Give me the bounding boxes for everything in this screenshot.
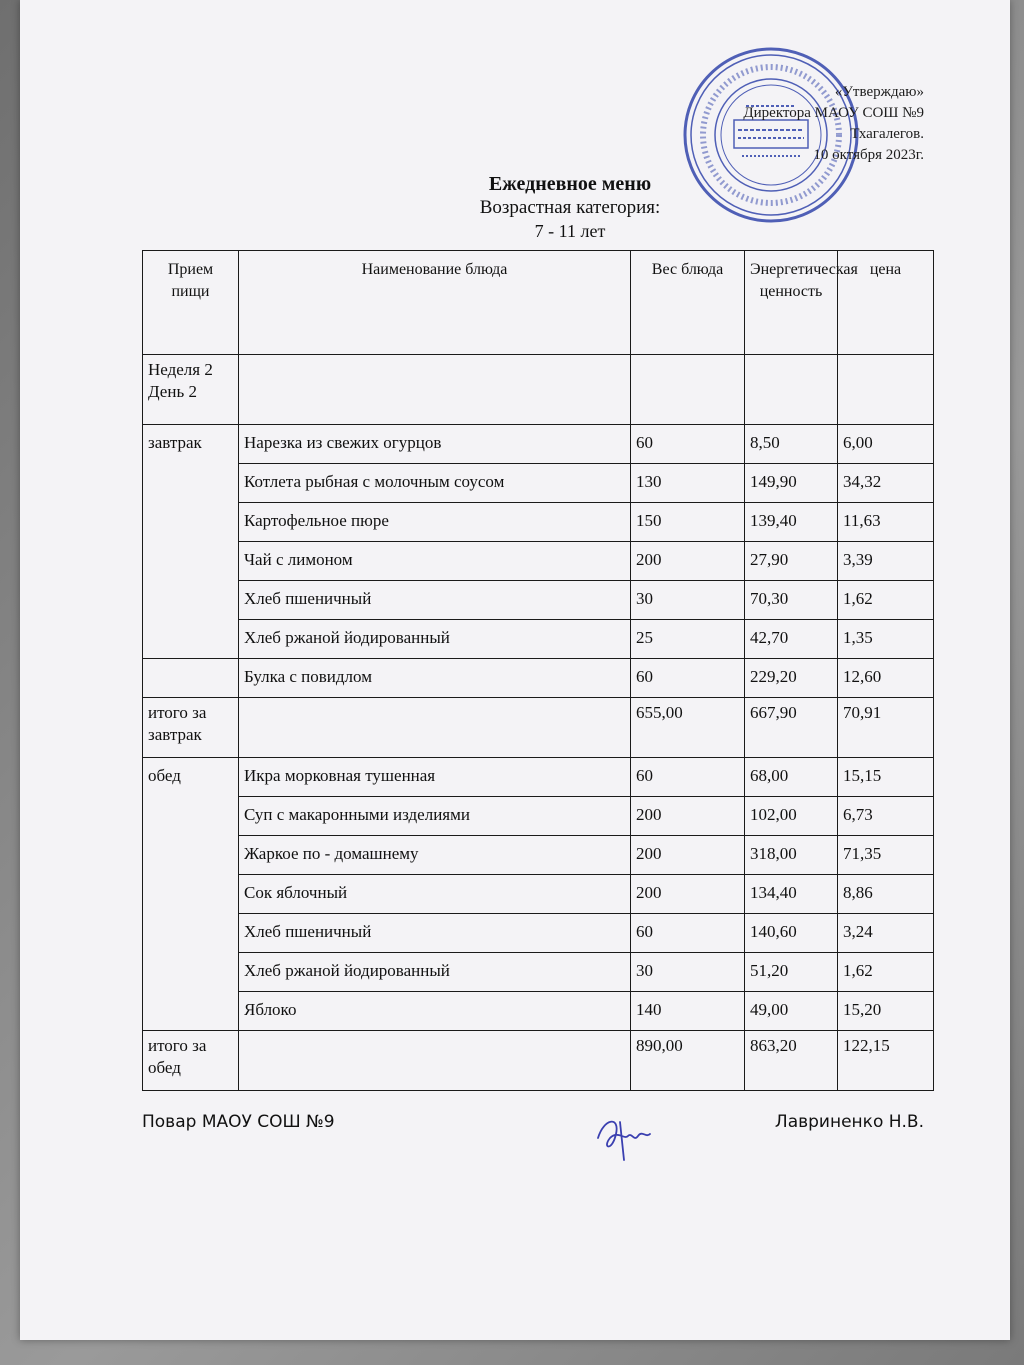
total-label: итого за завтрак bbox=[143, 698, 239, 758]
header-meal: Прием пищи bbox=[143, 251, 239, 355]
week-label: Неделя 2 bbox=[148, 360, 213, 379]
dish-weight: 30 bbox=[631, 953, 745, 992]
dish-price: 1,62 bbox=[838, 581, 934, 620]
header-dish: Наименование блюда bbox=[239, 251, 631, 355]
age-category-label: Возрастная категория: bbox=[479, 197, 661, 218]
week-day-cell bbox=[143, 355, 239, 425]
dish-energy: 134,40 bbox=[745, 875, 838, 914]
table-row bbox=[143, 542, 934, 581]
dish-name: Хлеб ржаной йодированный bbox=[239, 953, 631, 992]
dish-energy: 51,20 bbox=[745, 953, 838, 992]
dish-price: 3,24 bbox=[838, 914, 934, 953]
week-day-row bbox=[143, 355, 934, 425]
approval-position: Директора МАОУ СОШ №9 bbox=[743, 105, 924, 121]
dish-name: Хлеб пшеничный bbox=[239, 914, 631, 953]
dish-energy: 8,50 bbox=[745, 425, 838, 464]
dish-energy: 27,90 bbox=[745, 542, 838, 581]
dish-energy: 140,60 bbox=[745, 914, 838, 953]
dish-weight: 60 bbox=[631, 659, 745, 698]
dish-weight: 140 bbox=[631, 992, 745, 1031]
dish-name: Нарезка из свежих огурцов bbox=[239, 425, 631, 464]
dish-weight: 130 bbox=[631, 464, 745, 503]
dish-energy: 229,20 bbox=[745, 659, 838, 698]
total-price: 122,15 bbox=[838, 1031, 934, 1091]
breakfast-total-row bbox=[143, 698, 934, 758]
dish-energy: 139,40 bbox=[745, 503, 838, 542]
dish-weight: 30 bbox=[631, 581, 745, 620]
header-energy: Энергетическая ценность bbox=[745, 251, 838, 355]
table-row bbox=[143, 503, 934, 542]
total-energy: 863,20 bbox=[745, 1031, 838, 1091]
dish-price: 34,32 bbox=[838, 464, 934, 503]
dish-energy: 102,00 bbox=[745, 797, 838, 836]
table-row bbox=[143, 953, 934, 992]
dish-price: 1,35 bbox=[838, 620, 934, 659]
table-row bbox=[143, 581, 934, 620]
total-price: 70,91 bbox=[838, 698, 934, 758]
table-row bbox=[143, 914, 934, 953]
dish-price: 11,63 bbox=[838, 503, 934, 542]
dish-price: 1,62 bbox=[838, 953, 934, 992]
dish-name: Булка с повидлом bbox=[239, 659, 631, 698]
dish-energy: 149,90 bbox=[745, 464, 838, 503]
table-row bbox=[143, 797, 934, 836]
table-row bbox=[143, 659, 934, 698]
approval-heading: «Утверждаю» bbox=[834, 84, 924, 100]
table-row bbox=[143, 758, 934, 797]
table-row bbox=[143, 620, 934, 659]
dish-weight: 200 bbox=[631, 875, 745, 914]
dish-price: 8,86 bbox=[838, 875, 934, 914]
dish-name: Яблоко bbox=[239, 992, 631, 1031]
lunch-total-row bbox=[143, 1031, 934, 1091]
lunch-label: обед bbox=[143, 758, 239, 1031]
approval-name: Тхагалегов. bbox=[850, 126, 924, 142]
dish-name: Хлеб пшеничный bbox=[239, 581, 631, 620]
dish-weight: 200 bbox=[631, 797, 745, 836]
breakfast-label: завтрак bbox=[143, 425, 239, 659]
dish-energy: 49,00 bbox=[745, 992, 838, 1031]
dish-price: 6,73 bbox=[838, 797, 934, 836]
dish-weight: 200 bbox=[631, 542, 745, 581]
dish-name: Картофельное пюре bbox=[239, 503, 631, 542]
dish-weight: 60 bbox=[631, 425, 745, 464]
cook-position: Повар МАОУ СОШ №9 bbox=[142, 1112, 335, 1132]
signature-icon bbox=[590, 1108, 660, 1163]
dish-name: Котлета рыбная с молочным соусом bbox=[239, 464, 631, 503]
approval-block bbox=[743, 82, 924, 166]
table-row bbox=[143, 425, 934, 464]
dish-energy: 318,00 bbox=[745, 836, 838, 875]
dish-weight: 150 bbox=[631, 503, 745, 542]
dish-weight: 25 bbox=[631, 620, 745, 659]
dish-energy: 70,30 bbox=[745, 581, 838, 620]
table-row bbox=[143, 992, 934, 1031]
table-row bbox=[143, 464, 934, 503]
dish-price: 6,00 bbox=[838, 425, 934, 464]
table-row bbox=[143, 875, 934, 914]
age-range: 7 - 11 лет bbox=[534, 221, 606, 241]
total-energy: 667,90 bbox=[745, 698, 838, 758]
dish-name: Суп с макаронными изделиями bbox=[239, 797, 631, 836]
dish-energy: 68,00 bbox=[745, 758, 838, 797]
dish-price: 71,35 bbox=[838, 836, 934, 875]
menu-table bbox=[142, 250, 934, 1091]
page-title: Ежедневное меню bbox=[488, 173, 652, 195]
dish-weight: 60 bbox=[631, 758, 745, 797]
dish-name: Жаркое по - домашнему bbox=[239, 836, 631, 875]
dish-name: Сок яблочный bbox=[239, 875, 631, 914]
table-header-row bbox=[143, 251, 934, 355]
dish-name: Чай с лимоном bbox=[239, 542, 631, 581]
dish-weight: 200 bbox=[631, 836, 745, 875]
dish-name: Хлеб ржаной йодированный bbox=[239, 620, 631, 659]
day-label: День 2 bbox=[148, 382, 197, 401]
approval-date: 10 октября 2023г. bbox=[813, 147, 924, 163]
title-block bbox=[420, 172, 720, 242]
dish-weight: 60 bbox=[631, 914, 745, 953]
table-row bbox=[143, 836, 934, 875]
cook-name: Лавриненко Н.В. bbox=[774, 1112, 924, 1132]
dish-price: 15,20 bbox=[838, 992, 934, 1031]
total-weight: 655,00 bbox=[631, 698, 745, 758]
dish-price: 3,39 bbox=[838, 542, 934, 581]
dish-name: Икра морковная тушенная bbox=[239, 758, 631, 797]
total-label: итого за обед bbox=[143, 1031, 239, 1091]
header-price: цена bbox=[838, 251, 934, 355]
total-weight: 890,00 bbox=[631, 1031, 745, 1091]
dish-price: 15,15 bbox=[838, 758, 934, 797]
header-weight: Вес блюда bbox=[631, 251, 745, 355]
dish-price: 12,60 bbox=[838, 659, 934, 698]
dish-energy: 42,70 bbox=[745, 620, 838, 659]
